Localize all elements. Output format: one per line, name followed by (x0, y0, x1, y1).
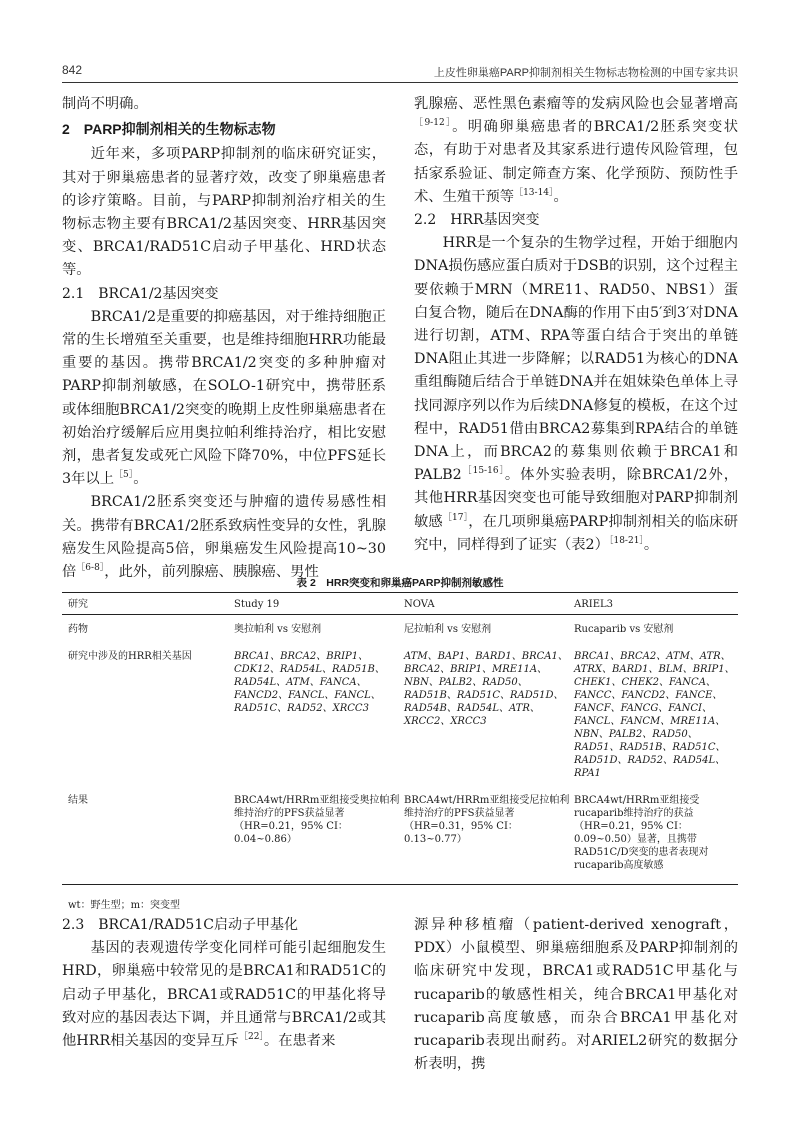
right-column-bottom (414, 914, 738, 1076)
citation: ［6-8］ (76, 563, 105, 574)
left-column-bottom (62, 914, 386, 1053)
table-cell: BRCA1、BRCA2、BRIP1、CDK12、RAD54L、RAD51B、RAD54L、ATM、FANCA、FANCD2、FANCL、FANCL、RAD51C、RAD52、XRCC3 (234, 651, 385, 714)
paragraph: 制尚不明确。 (62, 96, 148, 112)
table-caption: 表 2 HRR突变和卵巢癌PARP抑制剂敏感性 (296, 577, 504, 589)
paragraph: HRR是一个复杂的生物学过程，开始于细胞内DNA损伤感应蛋白质对于DSB的识别，这个过程主要依赖于MRN（MRE11、RAD50、NBS1）蛋白复合物，随后在DNA酶的作用下由5′到3′对DNA进行切割，ATM、RPA等蛋白结合于突出的单链DNA阻止其进一步降解；以RAD51为核心的DNA重组酶随后结合于单链DNA并在姐妹染色单体上寻找同源序列以作为后续DNA修复的模板，在这个过程中，RAD51借由BRCA2募集到RPA结合的单链DNA上，而BRCA2的募集则依赖于BRCA1和$PALB2^{[15-16]}$。体外实验表明，除BRCA1/2外，其他HRR基因突变也可能导致细胞对PARP抑制剂敏感$^{[17]}$，在几项卵巢癌PARP抑制剂相关的临床研究中，同样得到了证实（表2）$^{[18-21]}$。 (414, 235, 739, 553)
subsection-heading: 2.2 HRR基因突变 (414, 212, 540, 229)
table-row (62, 642, 738, 786)
data-table (62, 592, 738, 885)
page-number: 842 (62, 63, 83, 77)
left-column (62, 93, 386, 584)
citation: ［22］ (238, 1032, 264, 1043)
table-cell: 奥拉帕利 vs 安慰剂 (234, 624, 322, 635)
table-cell: BRCA1、BRCA2、ATM、ATR、ATRX、BARD1、BLM、BRIP1、CHEK1、CHEK2、FANCA、FANCC、FANCD2、FANCE、FANCF、FANCG、FANCI、FANCL、FANCM、MRE11A、NBN、PALB2、RAD50、RAD51、RAD51B、RAD51C、RAD51D、RAD52、RAD54L、RPA1 (574, 651, 735, 779)
citation: ［5］ (114, 470, 134, 481)
paragraph: 基因的表观遗传学变化同样可能引起细胞发生HRD，卵巢癌中较常见的是BRCA1和RAD51C的启动子甲基化，BRCA1或RAD51C的甲基化将导致对应的基因表达下调，并且通常与BRCA1/2或其他HRR相关基因的变异互斥$^{[22]}$。在患者来 (62, 940, 386, 1050)
paragraph: 源异种移植瘤（patient-derived xenograft，PDX）小鼠模型、卵巢癌细胞系及PARP抑制剂的临床研究中发现，BRCA1或RAD51C甲基化与rucaparib的敏感性相关，纯合BRCA1甲基化对rucaparib高度敏感，而杂合BRCA1甲基化对rucaparib表现出耐药。对ARIEL2研究的数据分析表明，携 (414, 917, 738, 1073)
citation: ［17］ (442, 512, 469, 523)
table-cell: 药物 (68, 624, 88, 635)
table-cell: Rucaparib vs 安慰剂 (574, 624, 674, 635)
table-row (62, 786, 738, 885)
table-cell: ATM、BAP1、BARD1、BRCA1、BRCA2、BRIP1、MRE11A、NBN、PALB2、RAD50、RAD51B、RAD51C、RAD51D、RAD54B、RAD54L、ATR、XRCC2、XRCC3 (404, 651, 568, 727)
subsection-heading: 2.1 BRCA1/2基因突变 (62, 285, 219, 302)
paragraph: 近年来，多项PARP抑制剂的临床研究证实，其对于卵巢癌患者的显著疗效，改变了卵巢癌患者的诊疗策略。目前，与PARP抑制剂治疗相关的生物标志物主要有BRCA1/2基因突变、HRR基因突变、BRCA1/RAD51C启动子甲基化、HRD状态等。 (62, 146, 386, 279)
table-cell: 尼拉帕利 vs 安慰剂 (404, 624, 492, 635)
subsection-heading: 2.3 BRCA1/RAD51C启动子甲基化 (62, 917, 298, 933)
paragraph: 乳腺癌、恶性黑色素瘤等的发病风险也会显著增高$^{[9-12]}$。明确卵巢癌患者的BRCA1/2胚系突变状态，有助于对患者及其家系进行遗传风险管理，包括家系验证、制定筛查方案、化学预防、预防性手术、生殖干预等$^{[13-14]}$。 (414, 96, 738, 205)
table-header-row (62, 593, 738, 615)
running-header (62, 60, 738, 83)
paragraph: BRCA1/2是重要的抑癌基因，对于维持细胞正常的生长增殖至关重要，也是维持细胞HRR功能最重要的基因。携带BRCA1/2突变的多种肿瘤对PARP抑制剂敏感，在SOLO-1研究中，携带胚系或体细胞BRCA1/2突变的晚期上皮性卵巢癌患者在初始治疗缓解后应用奥拉帕利维持治疗，相比安慰剂，患者复发或死亡风险下降70%，中位PFS延长3年以上$^{[5]}$。 (62, 308, 386, 488)
table-footnote: wt：野生型；m：突变型 (68, 900, 181, 911)
citation: ［9-12］ (414, 118, 453, 129)
table-cell: BRCA4wt/HRRm亚组接受尼拉帕利维持治疗的PFS获益显著（HR=0.31，95% CI：0.13~0.77） (404, 786, 574, 885)
right-column (414, 93, 738, 557)
column-header: 研究 (62, 593, 234, 615)
table-cell: 研究中涉及的HRR相关基因 (68, 651, 192, 662)
citation: ［15-16］ (461, 466, 505, 477)
paragraph: BRCA1/2胚系突变还与肿瘤的遗传易感性相关。携带有BRCA1/2胚系致病性变异的女性，乳腺癌发生风险提高5倍，卵巢癌发生风险提高10~30倍$^{[6-8]}$，此外，前列腺癌、胰腺癌、男性 (62, 494, 386, 581)
table-row (62, 615, 738, 643)
citation: ［13-14］ (514, 187, 554, 198)
column-header: ARIEL3 (574, 593, 738, 615)
table-cell: 结果 (62, 786, 234, 885)
citation: ［18-21］ (608, 535, 644, 546)
table-cell: BRCA4wt/HRRm亚组接受奥拉帕利维持治疗的PFS获益显著（HR=0.21，95% CI：0.04~0.86） (234, 786, 404, 885)
column-header: Study 19 (234, 593, 404, 615)
section-heading: 2 PARP抑制剂相关的生物标志物 (62, 121, 276, 138)
column-header: NOVA (404, 593, 574, 615)
running-title: 上皮性卵巢癌PARP抑制剂相关生物标志物检测的中国专家共识 (433, 67, 738, 79)
table-cell: BRCA4wt/HRRm亚组接受rucaparib维持治疗的获益（HR=0.21，95% CI：0.09~0.50）显著，且携带RAD51C/D突变的患者表现对rucaparib高度敏感 (574, 786, 738, 885)
